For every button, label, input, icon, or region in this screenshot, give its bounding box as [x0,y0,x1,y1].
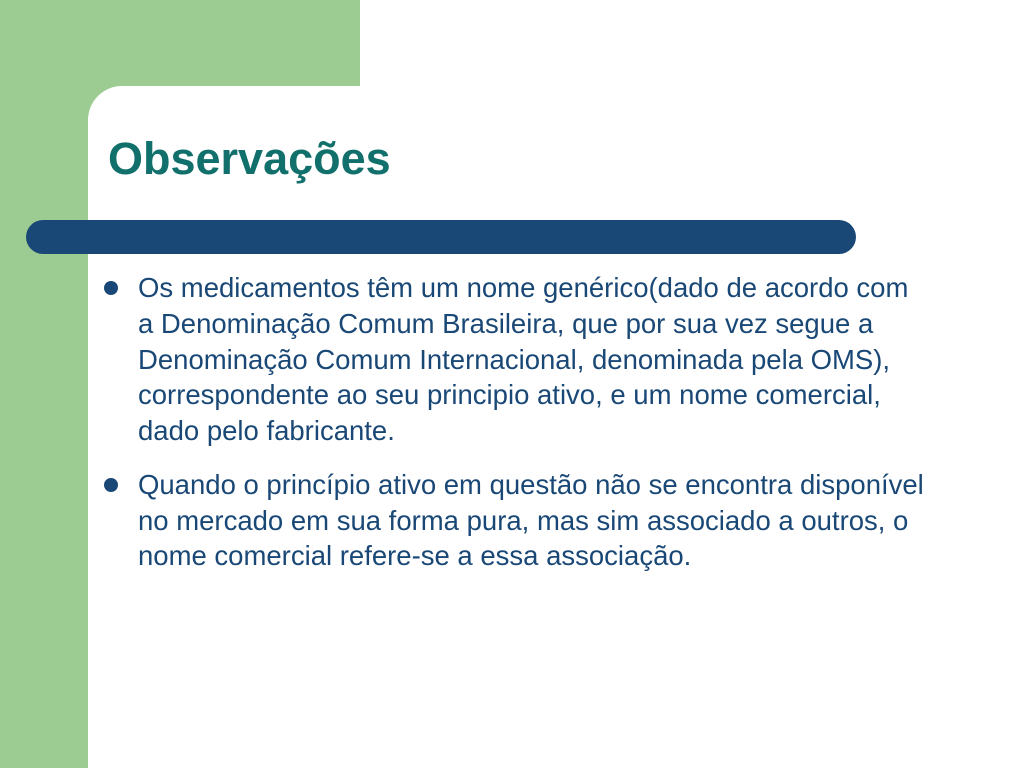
list-item [104,270,934,449]
bullet-point-icon [104,478,118,492]
list-item [104,467,934,574]
bullet-point-icon [104,281,118,295]
bullet-list [104,270,934,592]
title-divider-bar [26,220,856,254]
slide-title: Observações [108,133,391,184]
bullet-text: Os medicamentos têm um nome genérico(dado de acordo com a Denominação Comum Brasileira, que por sua vez segue a Denominação Comum Internacional, denominada pela OMS), correspondente ao seu principio ativo, e um nome comercial, dado pelo fabricante. [138,272,909,446]
bullet-text: Quando o princípio ativo em questão não se encontra disponível no mercado em sua forma pura, mas sim associado a outros, o nome comercial refere-se a essa associação. [138,468,924,572]
